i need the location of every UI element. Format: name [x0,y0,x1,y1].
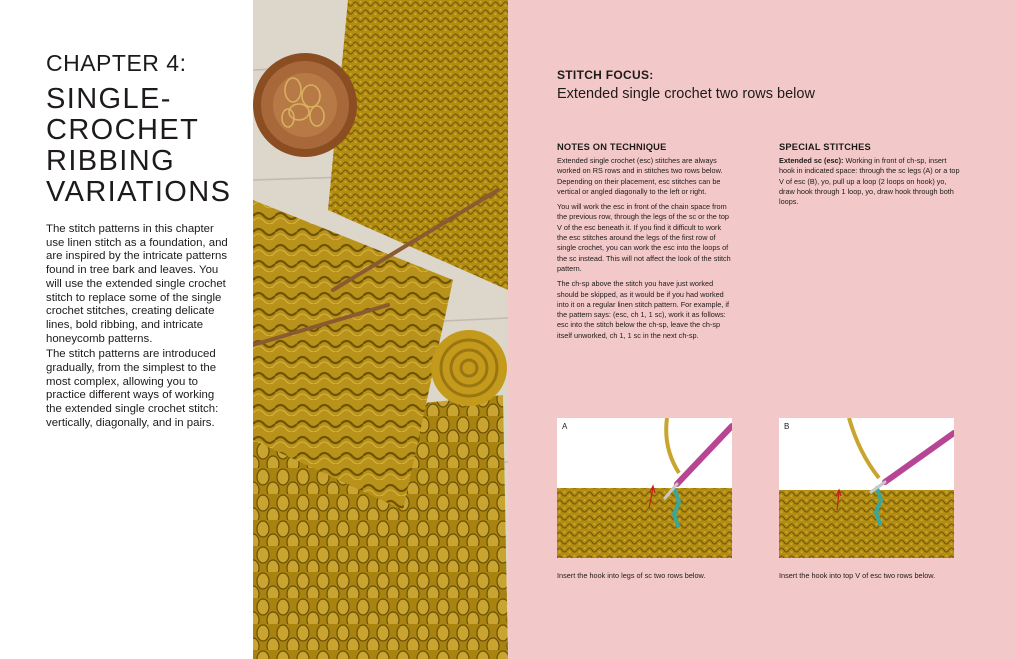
notes-paragraph: The ch-sp above the stitch you have just worked should be skipped, as it would be if you had worked into it on a regular linen stitch pattern. For example, if the pattern says: (esc, ch 1, 1 sc), work it as follows: esc into the stitch below the ch-sp, leave the ch-sp itself unworked, ch 1, 1 sc in the next ch-sp. [557,279,729,340]
chapter-title-line: VARIATIONS [46,176,232,208]
chapter-label: CHAPTER 4: [46,50,187,76]
figure-b-photo [779,418,954,558]
right-page [508,0,1016,659]
chapter-intro [46,223,232,433]
swatches-illustration [253,0,508,659]
figure-b [779,418,954,558]
figure-letter: B [784,422,790,431]
special-term: Extended sc (esc): [779,156,844,165]
figure-a [557,418,732,558]
left-page [0,0,253,659]
special-heading: SPECIAL STITCHES [779,142,871,152]
special-definition [779,156,961,207]
chapter-title-line: CROCHET [46,114,200,146]
chapter-title-line: RIBBING [46,145,176,177]
chapter-title [46,84,231,208]
stitch-focus-title: Extended single crochet two rows below [557,86,815,102]
chapter-title-line: SINGLE- [46,83,172,115]
teal-stitch-marker [674,490,679,526]
notes-heading: NOTES ON TECHNIQUE [557,142,667,152]
figure-b-caption: Insert the hook into top V of esc two rows below. [779,571,936,580]
special-text: Working in front of ch-sp, insert hook in indicated space: through the sc legs (A) or a top V of esc (B), yo, pull up a loop (2 loops on hook) yo, draw hook through 1 loop, yo, draw hook through both loops. [779,156,960,207]
notes-paragraph: Extended single crochet (esc) stitches are always worked on RS rows and in stitches two rows below. Depending on their placement, esc stitches can be vertical or angled diagonally to the left or right. [557,156,723,196]
notes-paragraph: You will work the esc in front of the chain space from the previous row, through the legs of the sc or the top V of the esc beneath it. If you find it difficult to work the esc stitches around the legs of the first row of single crochet, you can work the esc into the loops of the sc instead. This will not affect the look of the stitch pattern. [557,202,731,273]
swatches-photo [253,0,508,659]
teal-stitch-marker [876,488,881,524]
stitch-focus-label: STITCH FOCUS: [557,68,654,82]
figure-letter: A [562,422,568,431]
figure-a-photo [557,418,732,558]
wooden-bowl [253,53,357,157]
notes-on-technique [557,142,733,346]
yarn-ball [431,330,507,406]
special-stitches [779,142,961,212]
figure-a-caption: Insert the hook into legs of sc two rows below. [557,571,706,580]
intro-paragraph: The stitch patterns are introduced gradually, from the simplest to the most complex, allowing you to practice different ways of working the extended single crochet stitch: vertically, diagonally, and in pairs. [46,348,219,429]
intro-paragraph: The stitch patterns in this chapter use linen stitch as a foundation, and are inspired by the intricate patterns found in tree bark and leaves. You will use the extended single crochet stitch to replace some of the single crochet stitches, creating delicate lines, bold ribbing, and intricate honeycomb patterns. [46,223,228,345]
